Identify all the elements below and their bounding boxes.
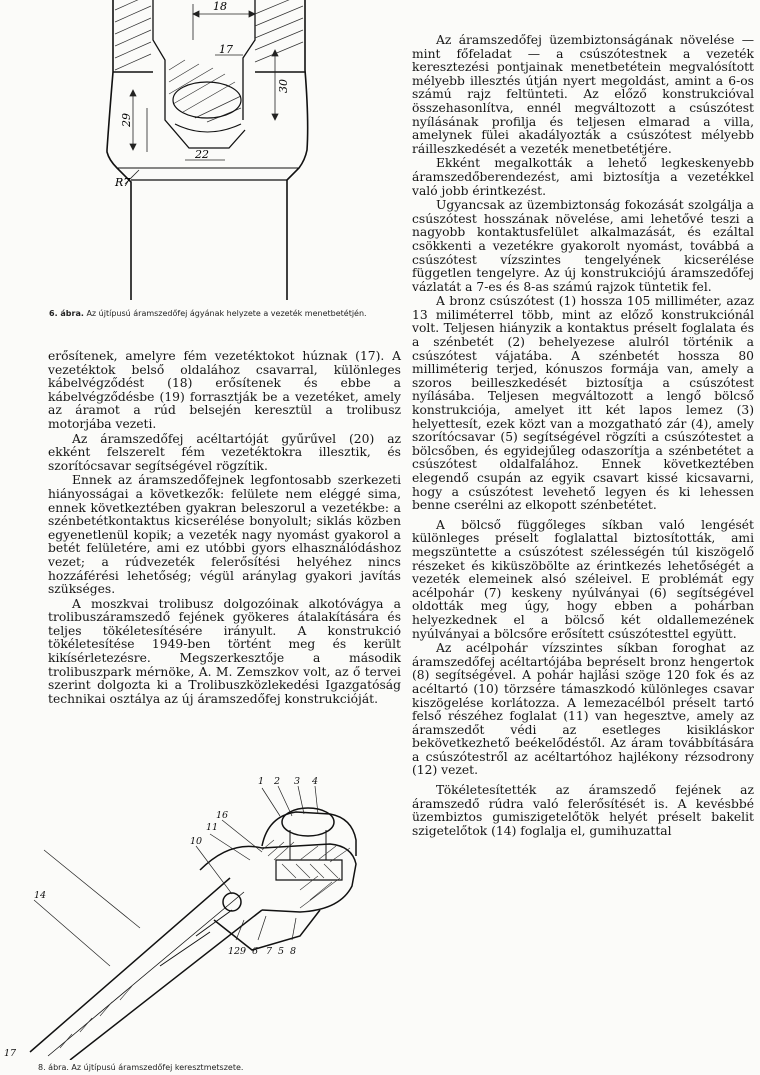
right-column — [412, 34, 754, 838]
left-paragraph-3: Ennek az áramszedőfejnek legfontosabb szerkezeti hiányosságai a következők: felülete nem eléggé sima, ennek következtében gyakran beleszorul a vezetékbe: a szénbetétkontaktus kicserélése bonyolult; siklás közben egyenetlenül kopik; a vezeték nagy nyomást gyakorol a betét felületére, ami ez utóbbi gyors elhasználódáshoz vezet; a rúdvezeték felerősítési helyéhez nincs hozzáférési lehetőség; végül aránylag gyakori javítás szükséges. — [48, 473, 401, 597]
figure-8-text: 8. ábra. Az újtípusú áramszedőfej keresztmetszete. — [38, 1063, 244, 1072]
right-paragraph-5: A bölcső függőleges síkban való lengését különleges préselt foglalattal biztosították, ami megszüntette a csúszótest szélességén túl kiszögelő részeket és kiküszöbölte az érintkezés lehetőségét a vezeték elemeinek alsó széleivel. E problémát egy acélpohár (7) keskeny nyúlványai (6) segítségével oldották meg úgy, hogy ebben a pohárban helyezkednek el a bölcső két oldallemezének nyúlványai a bölcsőre erősített csúszótesttel együtt. — [412, 517, 754, 641]
right-paragraph-7: Tökéletesítették az áramszedő fejének az áramszedő rúdra való felerősítését is. A kevésbbé üzembiztos gumiszigetelőtök helyét préselt bakelit szigetelőtok (14) foglalja el, gumihuzattal — [412, 783, 754, 838]
fig8-label-9: 9 — [240, 946, 247, 957]
figure-6-drawing — [95, 0, 310, 300]
fig8-label-16: 16 — [216, 810, 229, 821]
figure-6-number: 6. ábra. — [49, 309, 84, 318]
right-paragraph-3: Ugyancsak az üzembiztonság fokozását szolgálja a csúszótest hosszának növelése, ami lehetővé teszi a nagyobb kontaktusfelület alkalmazását, és ezáltal csökkenti a vezetékre gyakorolt nyomást, továbbá a csúszótest vízszintes tengelyének kicserélése független tengelyre. Az új konstrukciójú áramszedőfej vázlatát a 7-es és 8-as számú rajzok tüntetik fel. — [412, 198, 754, 294]
dim-r7: R7 — [115, 176, 131, 189]
left-paragraph-4: A moszkvai trolibusz dolgozóinak alkotóvágya a trolibuszáramszedő fejének gyökeres átalakítására és teljes tökéletesítésére irányult. A konstrukció tökéletesítése 1949-ben történt meg és került kikísérletezésre. Megszerkesztője a második trolibuszpark mérnöke, A. M. Zemszkov volt, az ő tervei szerint dolgozta ki a Trolibuszközlekedési Igazgatóság technikai osztálya az új áramszedőfej konstrukcióját. — [48, 596, 401, 706]
fig8-label-7: 7 — [266, 946, 273, 957]
left-column — [48, 350, 401, 706]
fig8-label-17: 17 — [4, 1048, 17, 1059]
right-paragraph-4: A bronz csúszótest (1) hossza 105 milliméter, azaz 13 miliméterrel több, mint az előző konstrukciónál volt. Teljesen hiányzik a kontaktus préselt foglalata és a szénbetét (2) behelyezese alulról történik a csúszótest vájatába. A szénbetét hossza 80 milliméterig terjed, kónuszos formája van, amely a szoros beilleszkedését biztosítja a csúszótest nyílásába. Teljesen megváltozott a lengő bölcső konstrukciója, amelyet itt két lapos lemez (3) helyettesít, ezek közt van a mozgatható zár (4), amely szorítócsavar (5) segítségével rögzíti a csúszótestet a bölcsőben, és egyidejűleg odaszorítja a szénbetétet a csúszótest oldalfalához. Ennek következtében elegendő csupán az egyik csavart kissé kicsavarni, hogy a csúszótest levehető legyen és ki lehessen benne cserélni az elkopott szénbetétet. — [412, 294, 754, 513]
fig8-label-12: 12 — [228, 946, 241, 957]
dim-18: 18 — [213, 0, 227, 13]
fig8-label-3: 3 — [294, 776, 301, 787]
figure-8-caption — [38, 1063, 338, 1073]
left-paragraph-2: Az áramszedőfej acéltartóját gyűrűvel (20) az ekként felszerelt fém vezetéktokra illesztik, és szorítócsavar segítségével rögzítik. — [48, 431, 401, 473]
fig8-label-10: 10 — [190, 836, 203, 847]
right-paragraph-6: Az acélpohár vízszintes síkban foroghat az áramszedőfej acéltartójába bepréselt bronz hengertok (8) segítségével. A pohár hajlási szöge 120 fok és az acéltartó (10) törzsére támaszkodó különleges csavar kiszögelése korlátozza. A lemezacélból préselt tartó felső részéhez foglalat (11) van hegesztve, amely az áramszedőt védi az esetleges kisikláskor bekövetkezhető beékelődéstől. Az áram továbbítására a csúszótestről az acéltartóhoz hajlékony rézsodrony (12) vezet. — [412, 641, 754, 778]
dim-29: 29 — [120, 113, 133, 127]
right-paragraph-2: Ekként megalkották a lehető legkeskenyebb áramszedőberendezést, ami biztosítja a vezetékkel való jobb érintkezést. — [412, 156, 754, 198]
fig8-label-14: 14 — [34, 890, 47, 901]
figure-6-caption — [49, 309, 399, 319]
figure-6-text: Az újtípusú áramszedőfej ágyának helyzete a vezeték menetbetétjén. — [86, 309, 367, 318]
dim-22: 22 — [195, 148, 209, 161]
dim-30: 30 — [277, 79, 290, 93]
fig8-label-5: 5 — [278, 946, 285, 957]
figure-8-drawing — [0, 760, 400, 1060]
right-paragraph-1: Az áramszedőfej üzembiztonságának növelése — mint főfeladat — a csúszótestnek a vezeték keresztezési pontjainak menetbetétein megvalósított mélyebb illesztés útján nyert megoldást, amint a 6-os számú rajz feltünteti. Az előző konstrukcióval összehasonlítva, ennél megváltozott a csúszótest nyílásának profilja és teljesen elmarad a villa, amelynek fülei akadályozták a csúszótest mélyebb ráilleszkedését a vezeték menetbetétjére. — [412, 33, 754, 156]
fig8-label-6: 6 — [252, 946, 259, 957]
dim-17: 17 — [219, 43, 233, 56]
fig8-label-2: 2 — [274, 776, 281, 787]
fig8-label-1: 1 — [258, 776, 265, 787]
left-paragraph-1: erősítenek, amelyre fém vezetéktokot húznak (17). A vezetéktok belső oldalához csavarral, különleges kábelvégződést (18) erősítenek és ebbe a kábelvégződésbe (19) forrasztják be a vezetéket, amely az áramot a rúd belsején keresztül a trolibusz motorjába vezeti. — [48, 349, 401, 431]
fig8-label-8: 8 — [290, 946, 297, 957]
fig8-label-4: 4 — [312, 776, 319, 787]
fig8-label-11: 11 — [206, 822, 219, 833]
